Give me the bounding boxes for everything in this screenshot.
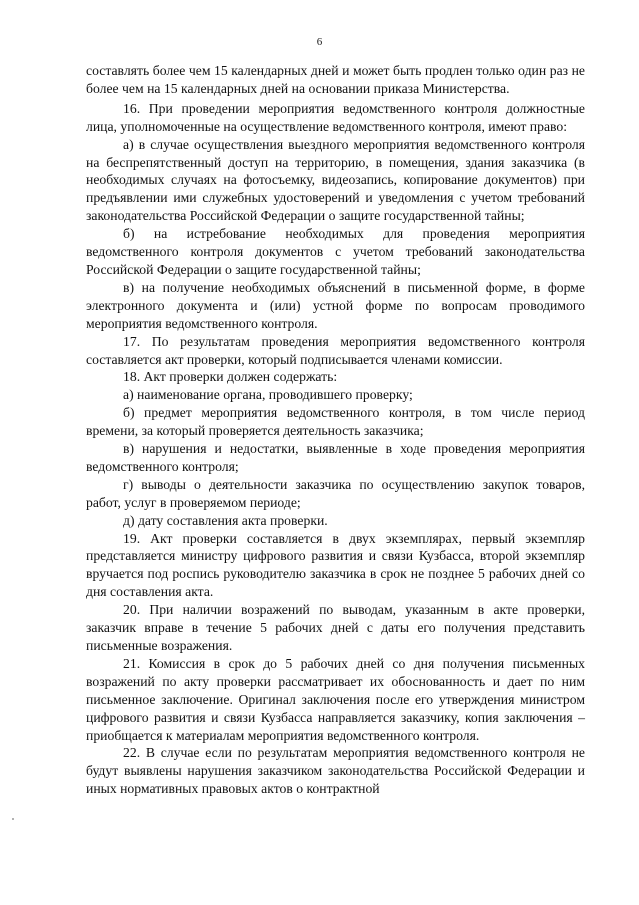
paragraph-18-c: в) нарушения и недостатки, выявленные в ходе проведения мероприятия ведомственного контроля; — [86, 441, 585, 474]
page-number: 6 — [316, 36, 323, 48]
paragraph-18-b: б) предмет мероприятия ведомственного контроля, в том числе период времени, за который проверяется деятельность заказчика; — [86, 405, 585, 439]
paragraph-16: 16. При проведении мероприятия ведомственного контроля должностные лица, уполномоченные на осуществление ведомственного контроля, имеют право: — [86, 100, 585, 134]
paragraph-17: 17. По результатам проведения мероприятия ведомственного контроля составляется акт проверки, который подписывается членами комиссии. — [86, 333, 585, 367]
paragraph-21: 21. Комиссия в срок до 5 рабочих дней со дня получения письменных возражений по акту проверки рассматривает их обоснованность и дает по ним письменное заключение. Оригинал заключения после его утверждения министром цифрового развития и связи Кузбасса направляется заказчику, копия заключения – приобщается к материалам мероприятия ведомственного контроля. — [86, 655, 585, 743]
paragraph-18-d: г) выводы о деятельности заказчика по осуществлению закупок товаров, работ, услуг в проверяемом периоде; — [86, 476, 585, 510]
paragraph-22: 22. В случае если по результатам мероприятия ведомственного контроля не будут выявлены нарушения заказчиком законодательства Российской Федерации и иных нормативных правовых актов о контрактной — [86, 745, 585, 797]
paragraph-18-e: д) дату составления акта проверки. — [123, 512, 328, 528]
paragraph-18-a: а) наименование органа, проводившего проверку; — [123, 387, 413, 403]
paragraph-16-c: в) на получение необходимых объяснений в письменной форме, в форме электронного документа и (или) устной форме по вопросам проводимого мероприятия ведомственного контроля. — [86, 279, 585, 331]
document-body — [86, 62, 585, 798]
paragraph-19: 19. Акт проверки составляется в двух экземплярах, первый экземпляр представляется министру цифрового развития и связи Кузбасса, второй экземпляр вручается под роспись руководителю заказчика в срок не позднее 5 рабочих дней со дня составления акта. — [86, 530, 585, 600]
paragraph-continuation: составлять более чем 15 календарных дней и может быть продлен только один раз не более чем на 15 календарных дней на основании приказа Министерства. — [86, 63, 585, 96]
paragraph-16-b: б) на истребование необходимых для проведения мероприятия ведомственного контроля документов с учетом требований законодательства Российской Федерации о защите государственной тайны; — [86, 226, 585, 277]
scan-speck — [12, 818, 14, 820]
paragraph-20: 20. При наличии возражений по выводам, указанным в акте проверки, заказчик вправе в течение 5 рабочих дней с даты его получения представить письменные возражения. — [86, 602, 585, 653]
paragraph-18: 18. Акт проверки должен содержать: — [123, 369, 338, 385]
paragraph-16-a: а) в случае осуществления выездного мероприятия ведомственного контроля на беспрепятственный доступ на территорию, в помещения, здания заказчика (в необходимых случаях на фотосъемку, видеозапись, копирование документов) при предъявлении ими служебных удостоверений и уведомления с учетом требований законодательства Российской Федерации о защите государственной тайны; — [86, 136, 585, 224]
